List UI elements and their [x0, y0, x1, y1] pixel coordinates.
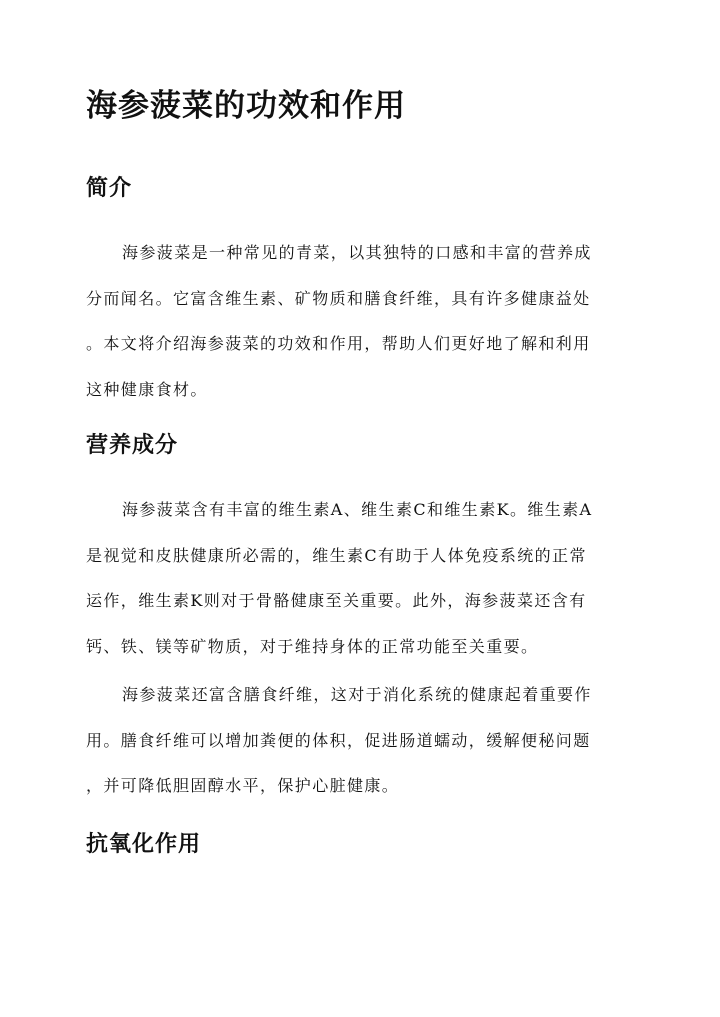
paragraph-line: 海参菠菜还富含膳食纤维，这对于消化系统的健康起着重要作: [122, 685, 592, 704]
paragraph-intro: [86, 230, 634, 412]
section-heading-nutrition: 营养成分: [86, 432, 179, 458]
paragraph-line: 是视觉和皮肤健康所必需的，维生素C有助于人体免疫系统的正常: [86, 545, 587, 565]
paragraph-line: 钙、铁、镁等矿物质，对于维持身体的正常功能至关重要。: [86, 636, 539, 656]
paragraph-line: 这种健康食材。: [86, 379, 208, 399]
paragraph-line: 分而闻名。它富含维生素、矿物质和膳食纤维，具有许多健康益处: [86, 288, 591, 308]
section-heading-intro: 简介: [86, 175, 133, 201]
paragraph-line: 运作，维生素K则对于骨骼健康至关重要。此外，海参菠菜还含有: [86, 591, 587, 610]
paragraph-nutrition-vitamins: [86, 487, 634, 669]
paragraph-line: 用。膳食纤维可以增加粪便的体积，促进肠道蠕动，缓解便秘问题: [86, 730, 591, 750]
section-heading-antioxidant: 抗氧化作用: [86, 831, 202, 857]
document-title: 海参菠菜的功效和作用: [86, 88, 406, 124]
paragraph-line: 海参菠菜含有丰富的维生素A、维生素C和维生素K。维生素A: [122, 500, 593, 519]
paragraph-line: ，并可降低胆固醇水平，保护心脏健康。: [86, 776, 400, 795]
paragraph-line: 。本文将介绍海参菠菜的功效和作用，帮助人们更好地了解和利用: [86, 334, 591, 353]
paragraph-line: 海参菠菜是一种常见的青菜，以其独特的口感和丰富的营养成: [122, 243, 592, 262]
paragraph-nutrition-fiber: [86, 672, 634, 809]
